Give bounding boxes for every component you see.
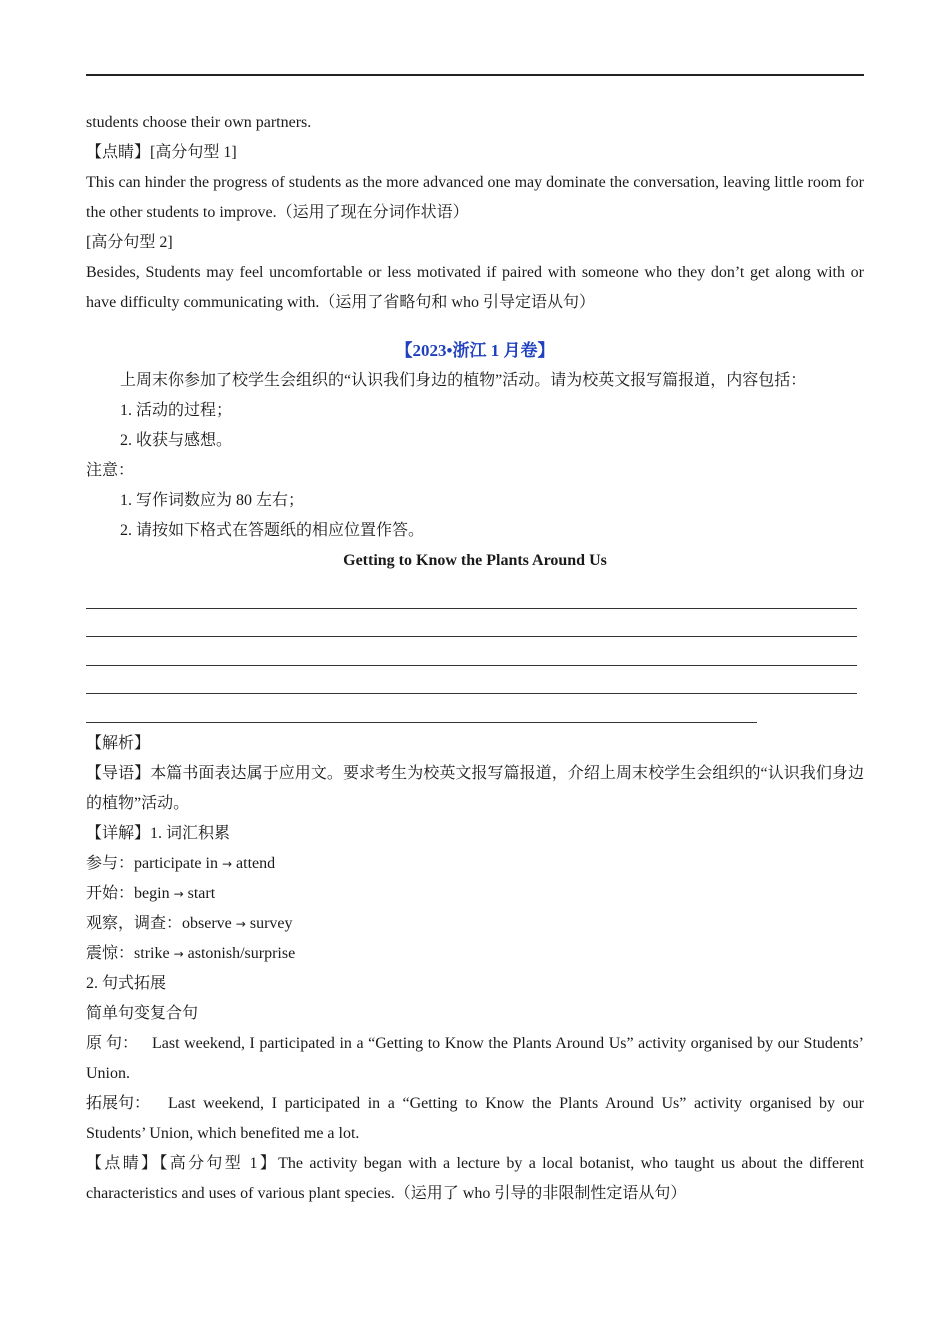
highlight-label-2: [高分句型 2] (86, 234, 173, 251)
answer-line (86, 580, 857, 609)
answer-line (86, 637, 857, 666)
detail-heading: 【详解】1. 词汇积累 (86, 824, 231, 842)
task-prompt: 上周末你参加了校学生会组织的“认识我们身边的植物”活动。请为校英文报写篇报道，内容包括： (120, 372, 807, 389)
arrow-right-icon: → (173, 886, 184, 901)
header-rule (86, 74, 864, 76)
note-item-1: 1. 写作词数应为 80 左右； (120, 492, 305, 509)
note-label: 注意： (86, 462, 135, 479)
extended-sentence: 拓展句： Last weekend, I participated in a “Getting to Know the Plants Around Us” activity organised by our Students’ Union, which benefited me a lot. (86, 1089, 864, 1149)
arrow-right-icon: → (221, 856, 233, 871)
answer-line (86, 694, 757, 723)
extended-label: 拓展句： (86, 1094, 151, 1112)
essay-title: Getting to Know the Plants Around Us (343, 552, 607, 569)
note-item-2: 2. 请按如下格式在答题纸的相应位置作答。 (120, 522, 425, 539)
pattern-subheading: 简单句变复合句 (86, 1004, 199, 1022)
section-title: 【2023•浙江 1 月卷】 (395, 341, 555, 360)
model-sentence-2: Besides, Students may feel uncomfortable or less motivated if paired with someone who they don’t get along with or have difficulty communicating with.（运用了省略句和 who 引导定语从句） (86, 264, 864, 311)
previous-line: students choose their own partners. (86, 114, 312, 131)
arrow-right-icon: → (173, 946, 184, 961)
task-item-1: 1. 活动的过程； (120, 402, 233, 419)
original-label: 原 句： (86, 1034, 139, 1052)
highlight-label-1: 【点睛】[高分句型 1] (86, 144, 237, 161)
pattern-heading: 2. 句式拓展 (86, 974, 167, 992)
vocab-item: 参与：participate in → attend (86, 854, 276, 872)
vocab-item: 观察，调查：observe → survey (86, 914, 293, 932)
task-item-2: 2. 收获与感想。 (120, 432, 233, 449)
original-sentence: 原 句： Last weekend, I participated in a “Getting to Know the Plants Around Us” activity organised by our Students’ Union. (86, 1029, 864, 1089)
final-highlight: 【点睛】【高分句型 1】The activity began with a lecture by a local botanist, who taught us about the different characteristics and uses of various plant species.（运用了 who 引导的非限制性定语从句） (86, 1154, 864, 1202)
analysis-guide: 【导语】本篇书面表达属于应用文。要求考生为校英文报写篇报道，介绍上周末校学生会组织的“认识我们身边的植物”活动。 (86, 764, 864, 812)
vocab-item: 震惊：strike → astonish/surprise (86, 944, 296, 962)
model-sentence-1: This can hinder the progress of students as the more advanced one may dominate the conversation, leaving little room for the other students to improve.（运用了现在分词作状语） (86, 174, 864, 221)
answer-line (86, 609, 857, 638)
vocab-item: 开始：begin → start (86, 884, 216, 902)
analysis-label: 【解析】 (86, 734, 151, 752)
answer-lines (86, 580, 864, 723)
answer-line (86, 666, 857, 695)
arrow-right-icon: → (235, 916, 246, 931)
page-content (86, 108, 864, 1209)
